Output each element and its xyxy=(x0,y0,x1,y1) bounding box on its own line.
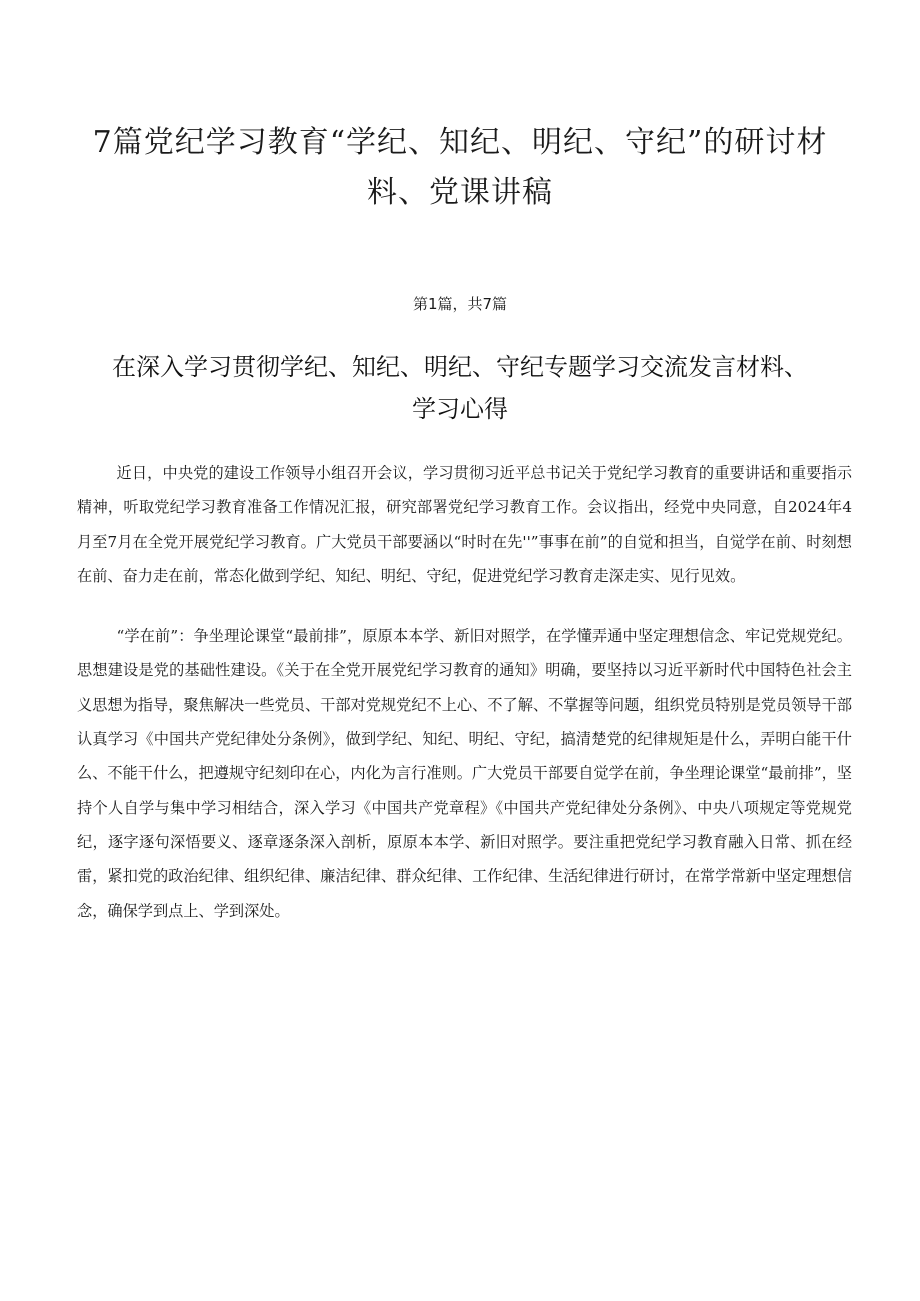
article-body xyxy=(77,456,852,954)
body-paragraph: 近日，中央党的建设工作领导小组召开会议，学习贯彻习近平总书记关于党纪学习教育的重要讲话和重要指示精神，听取党纪学习教育准备工作情况汇报，研究部署党纪学习教育工作。会议指出，经党中央同意，自2024年4月至7月在全党开展党纪学习教育。广大党员干部要涵以“时时在先''”事事在前”的自觉和担当，自觉学在前、时刻想在前、奋力走在前，常态化做到学纪、知纪、明纪、守纪，促进党纪学习教育走深走实、见行见效。 xyxy=(77,464,852,585)
article-title: 在深入学习贯彻学纪、知纪、明纪、守纪专题学习交流发言材料、学习心得 xyxy=(112,353,808,423)
document-main-title: 7篇党纪学习教育“学纪、知纪、明纪、守纪”的研讨材料、党课讲稿 xyxy=(92,125,828,210)
body-paragraph: “学在前”：争坐理论课堂“最前排”，原原本本学、新旧对照学，在学懂弄通中坚定理想信念、牢记党规党纪。思想建设是党的基础性建设。《关于在全党开展党纪学习教育的通知》明确，要坚持以习近平新时代中国特色社会主义思想为指导，聚焦解决一些党员、干部对党规党纪不上心、不了解、不掌握等问题，组织党员特别是党员领导干部认真学习《中国共产党纪律处分条例》，做到学纪、知纪、明纪、守纪，搞清楚党的纪律规矩是什么，弄明白能干什么、不能干什么，把遵规守纪刻印在心，内化为言行准则。广大党员干部要自觉学在前，争坐理论课堂“最前排”，坚持个人自学与集中学习相结合，深入学习《中国共产党章程》《中国共产党纪律处分条例》、中央八项规定等党规党纪，逐字逐句深悟要义、逐章逐条深入剖析，原原本本学、新旧对照学。要注重把党纪学习教育融入日常、抓在经雷，紧扣党的政治纪律、组织纪律、廉洁纪律、群众纪律、工作纪律、生活纪律进行研讨，在常学常新中坚定理想信念，确保学到点上、学到深处。 xyxy=(77,627,852,920)
section-label: 第1篇，共7篇 xyxy=(412,295,508,313)
